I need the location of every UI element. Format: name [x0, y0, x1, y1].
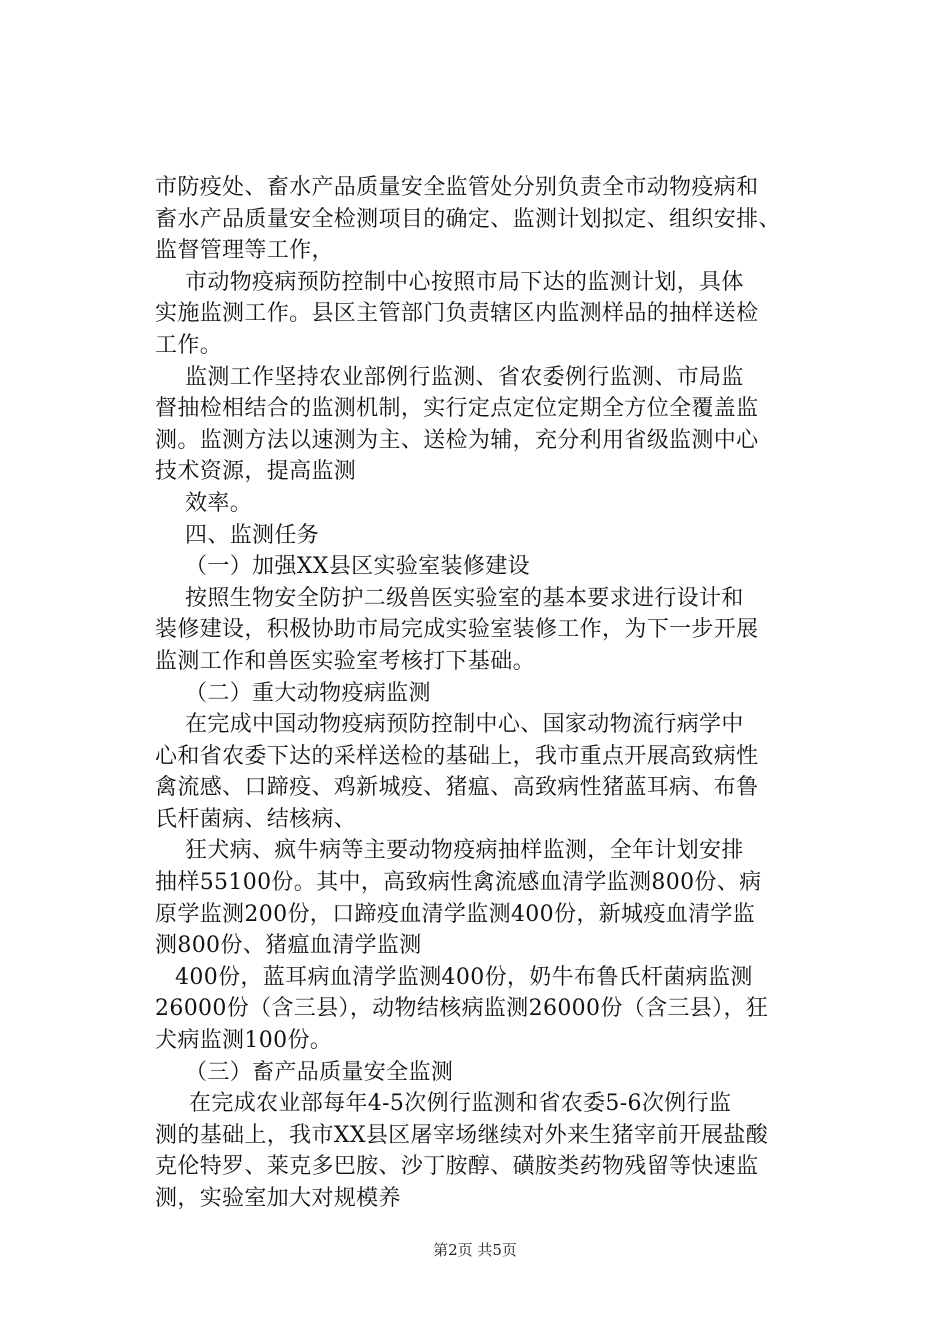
text-line: 在完成中国动物疫病预防控制中心、国家动物流行病学中 — [185, 712, 744, 738]
text-line: 按照生物安全防护二级兽医实验室的基本要求进行设计和 — [185, 585, 744, 611]
section-heading: 四、监测任务 — [185, 522, 320, 548]
text-line: 装修建设，积极协助市局完成实验室装修工作，为下一步开展 — [155, 617, 759, 643]
text-line: 督抽检相结合的监测机制，实行定点定位定期全方位全覆盖监 — [155, 396, 759, 422]
text-line: 市防疫处、畜水产品质量安全监管处分别负责全市动物疫病和 — [155, 175, 759, 200]
text-line: 在完成农业部每年4-5次例行监测和省农委5-6次例行监 — [189, 1091, 732, 1117]
text-line: 原学监测200份，口蹄疫血清学监测400份，新城疫血清学监 — [155, 901, 756, 927]
text-line: 犬病监测100份。 — [155, 1028, 333, 1054]
text-line: 心和省农委下达的采样送检的基础上，我市重点开展高致病性 — [155, 743, 759, 769]
text-line: 克伦特罗、莱克多巴胺、沙丁胺醇、磺胺类药物残留等快速监 — [155, 1154, 759, 1180]
subsection-heading: （二）重大动物疫病监测 — [185, 680, 431, 706]
text-line: 狂犬病、疯牛病等主要动物疫病抽样监测，全年计划安排 — [185, 838, 744, 864]
text-line: 400份，蓝耳病血清学监测400份，奶牛布鲁氏杆菌病监测 — [175, 964, 753, 990]
text-line: 测，实验室加大对规模养 — [155, 1186, 401, 1211]
text-line: 测的基础上，我市XX县区屠宰场继续对外来生猪宰前开展盐酸 — [155, 1122, 769, 1148]
subsection-heading: （三）畜产品质量安全监测 — [185, 1059, 454, 1085]
text-line: 监测工作和兽医实验室考核打下基础。 — [155, 648, 535, 674]
text-line: 市动物疫病预防控制中心按照市局下达的监测计划，具体 — [185, 269, 744, 295]
text-line: 禽流感、口蹄疫、鸡新城疫、猪瘟、高致病性猪蓝耳病、布鲁 — [155, 775, 759, 801]
text-line: 测800份、猪瘟血清学监测 — [155, 933, 422, 959]
text-line: 工作。 — [155, 332, 223, 358]
page-number-footer: 第2页 共5页 — [433, 1241, 517, 1259]
text-line: 氏杆菌病、结核病、 — [155, 806, 357, 832]
text-line: 监测工作坚持农业部例行监测、省农委例行监测、市局监 — [185, 364, 744, 390]
subsection-heading: （一）加强XX县区实验室装修建设 — [185, 554, 530, 580]
text-line: 效率。 — [185, 490, 253, 516]
text-line: 测。监测方法以速测为主、送检为辅，充分利用省级监测中心 — [155, 427, 759, 453]
text-line: 26000份（含三县），动物结核病监测26000份（含三县），狂 — [155, 996, 769, 1022]
document-body — [155, 172, 845, 1215]
text-line: 监督管理等工作， — [155, 238, 334, 264]
text-line: 抽样55100份。其中，高致病性禽流感血清学监测800份、病 — [155, 870, 762, 896]
text-line: 畜水产品质量安全检测项目的确定、监测计划拟定、组织安排、 — [155, 206, 781, 232]
text-line: 技术资源，提高监测 — [155, 459, 357, 485]
text-line: 实施监测工作。县区主管部门负责辖区内监测样品的抽样送检 — [155, 301, 759, 327]
